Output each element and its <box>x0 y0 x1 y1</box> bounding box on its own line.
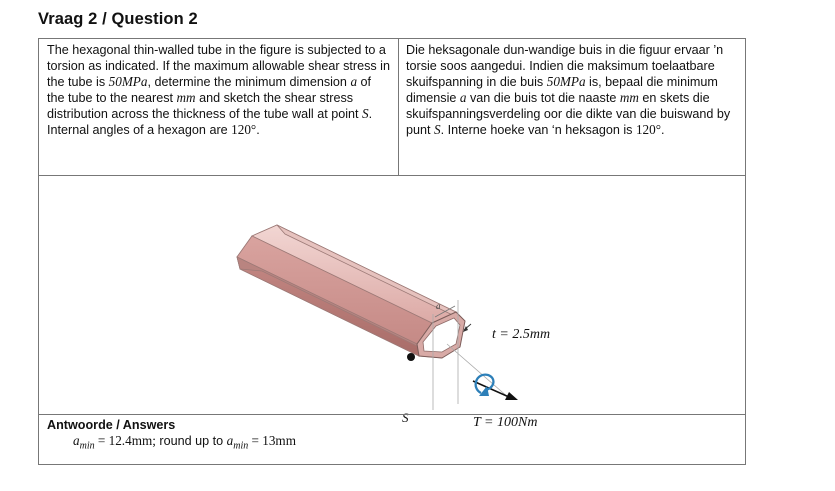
afrikaans-dimension-symbol: a <box>459 90 467 106</box>
answer-a-symbol-2: a <box>226 433 234 448</box>
english-question-text <box>47 42 391 139</box>
afrikaans-unit: mm <box>619 90 639 106</box>
afrikaans-question-text <box>406 42 739 139</box>
torque-label: T = 100Nm <box>473 415 538 430</box>
english-stress-value: 50MPa <box>108 74 148 90</box>
english-text-part-3: of the tube to the nearest <box>47 75 372 106</box>
afrikaans-text-part-5: . Interne hoeke van ‘n heksagon is <box>440 123 636 138</box>
afrikaans-angle: 120° <box>635 122 662 138</box>
english-text-part-6: . <box>256 123 260 138</box>
afrikaans-question-cell <box>399 39 745 175</box>
english-dimension-symbol: a <box>350 74 358 90</box>
answer-min-subscript: min <box>79 440 95 452</box>
english-text-part-4: and sketch the shear stress distribution across the thickness of the tube wall at point <box>47 91 363 122</box>
english-text-part-5: . Internal angles of a hexagon are <box>47 107 373 138</box>
afrikaans-text-part-2: is, bepaal die minimum dimensie <box>406 75 718 106</box>
answer-min-subscript-2: min <box>233 440 249 452</box>
afrikaans-text-part-6: . <box>661 123 665 138</box>
answer-a-value: = 12.4mm; <box>94 433 156 448</box>
english-point-symbol: S <box>362 106 369 122</box>
english-text-part-1: The hexagonal thin-walled tube in the figure is subjected to a torsion as indicated. If the maximum allowable shear stress in the tube is <box>47 43 390 90</box>
afrikaans-text-part-4: en skets die skuifspanningsverdeling oor die dikte van die buiswand by punt <box>406 91 731 138</box>
thickness-label: t = 2.5mm <box>492 327 551 342</box>
question-table <box>38 38 746 465</box>
answer-final-value: = 13mm <box>248 433 296 448</box>
question-title: Vraag 2 / Question 2 <box>38 10 198 28</box>
answer-round-text: round up to <box>159 434 224 448</box>
english-unit: mm <box>176 90 196 106</box>
afrikaans-point-symbol: S <box>434 122 441 138</box>
dimension-label-a: a <box>436 301 441 311</box>
answer-cell <box>39 415 745 465</box>
afrikaans-text-part-3: van die buis tot die naaste <box>466 91 620 106</box>
answer-title: Antwoorde / Answers <box>47 418 176 432</box>
english-angle: 120° <box>231 122 257 138</box>
point-s-marker <box>407 353 415 361</box>
answer-line <box>47 433 745 452</box>
afrikaans-text-part-1: Die heksagonale dun-wandige buis in die figuur ervaar ’n torsie soos aangedui. Indien die maksimum toelaatbare skuifspanning in die buis <box>406 43 724 90</box>
english-text-part-2: , determine the minimum dimension <box>147 75 351 90</box>
point-s-label: S <box>402 410 409 425</box>
answer-a-symbol: a <box>73 433 80 448</box>
english-question-cell <box>39 39 399 175</box>
afrikaans-stress-value: 50MPa <box>546 74 586 90</box>
